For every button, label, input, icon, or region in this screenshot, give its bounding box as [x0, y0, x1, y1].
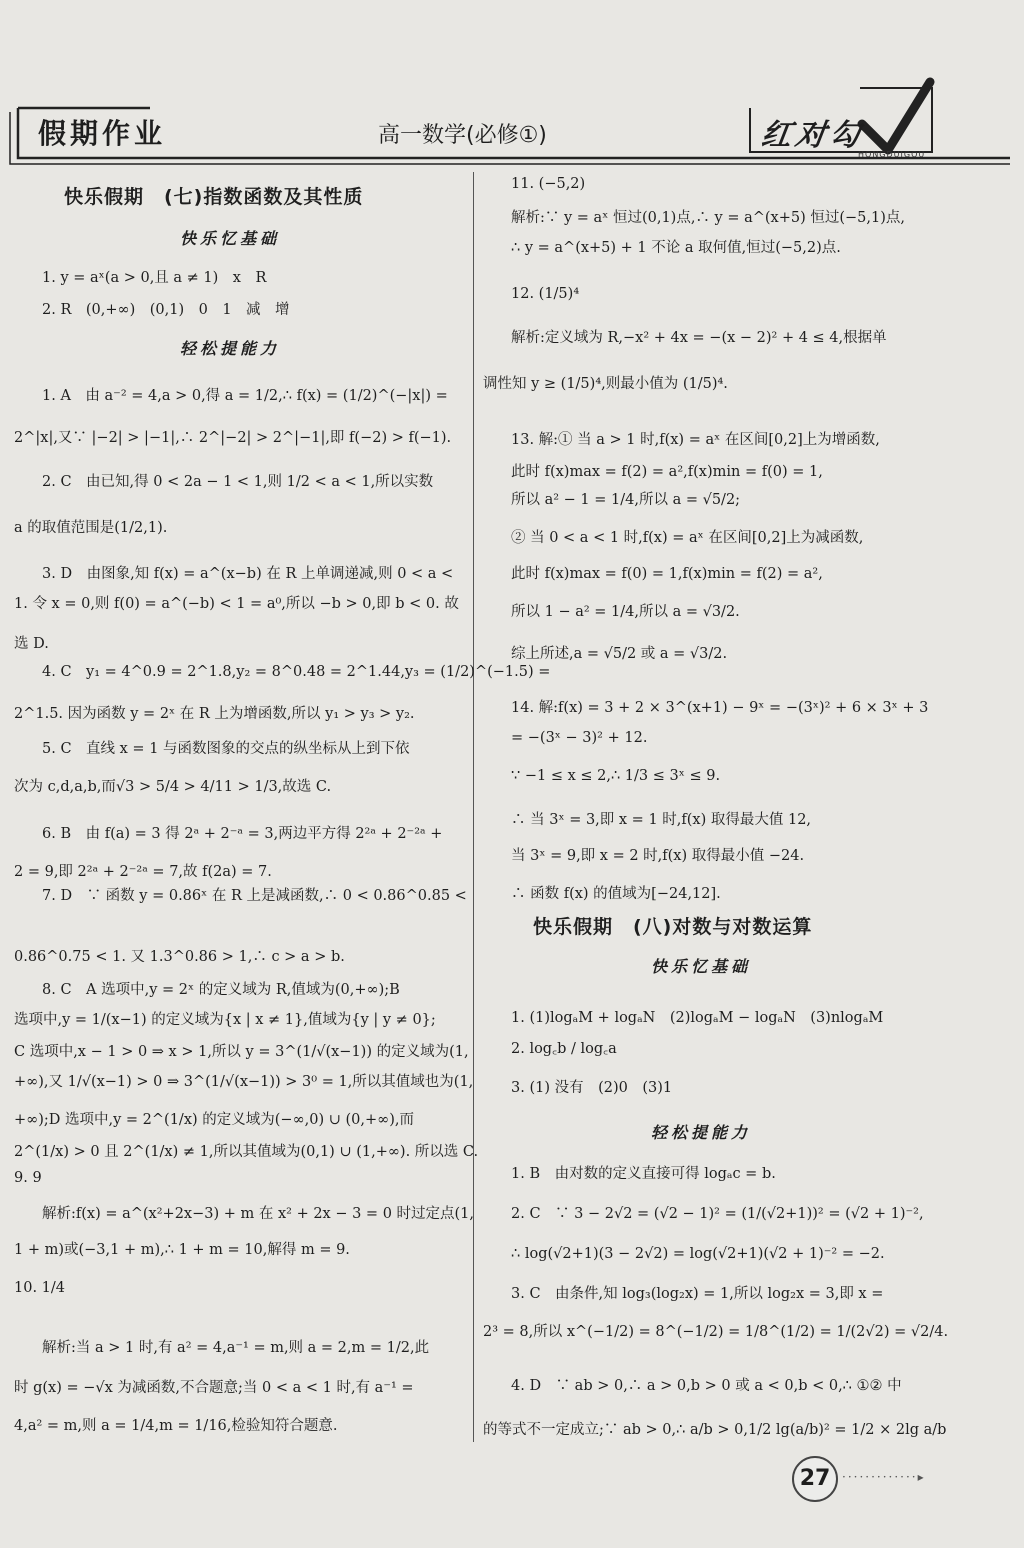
- left-text-line: 6. B 由 f(a) = 3 得 2ᵃ + 2⁻ᵃ = 3,两边平方得 2²ᵃ + 2⁻²ᵃ +: [42, 826, 443, 842]
- left-text-line: C 选项中,x − 1 > 0 ⇒ x > 1,所以 y = 3^(1/√(x−1)) 的定义域为(1,: [14, 1044, 469, 1060]
- left-text-line: 2. C 由已知,得 0 < 2a − 1 < 1,则 1/2 < a < 1,所以实数: [42, 474, 434, 490]
- header-subject: 高一数学(必修①): [378, 123, 547, 148]
- right-text-line: 所以 a² − 1 = 1/4,所以 a = √5/2;: [511, 492, 741, 508]
- right-text-line: 当 3ˣ = 9,即 x = 2 时,f(x) 取得最小值 −24.: [511, 848, 805, 864]
- right-text-line: 4. D ∵ ab > 0,∴ a > 0,b > 0 或 a < 0,b < 0,∴ ①② 中: [511, 1378, 902, 1394]
- left-text-line: 时 g(x) = −√x 为减函数,不合题意;当 0 < a < 1 时,有 a⁻¹ =: [14, 1380, 414, 1396]
- left-text-line: 10. 1/4: [14, 1280, 66, 1296]
- checkmark-icon: [862, 82, 930, 150]
- left-text-line: 选 D.: [14, 636, 49, 652]
- right-text-line: 此时 f(x)max = f(0) = 1,f(x)min = f(2) = a²,: [511, 566, 823, 582]
- left-text-line: 5. C 直线 x = 1 与函数图象的交点的纵坐标从上到下依: [42, 741, 410, 757]
- left-text-line: 2. R (0,+∞) (0,1) 0 1 减 增: [42, 302, 290, 318]
- right-text-line: 1. B 由对数的定义直接可得 logₐc = b.: [511, 1166, 776, 1182]
- right-text-line: ∵ −1 ≤ x ≤ 2,∴ 1/3 ≤ 3ˣ ≤ 9.: [511, 768, 721, 784]
- left-text-line: 次为 c,d,a,b,而√3 > 5/4 > 4/11 > 1/3,故选 C.: [14, 779, 332, 795]
- right-text-line: 此时 f(x)max = f(2) = a²,f(x)min = f(0) = 1,: [511, 464, 823, 480]
- left-text-line: 0.86^0.75 < 1. 又 1.3^0.86 > 1,∴ c > a > b.: [14, 949, 345, 965]
- page-header: [0, 0, 1024, 175]
- right-text-line: 的等式不一定成立;∵ ab > 0,∴ a/b > 0,1/2 lg(a/b)² = 1/2 × 2lg a/b: [483, 1422, 947, 1438]
- right-text-line: 2. C ∵ 3 − 2√2 = (√2 − 1)² = (1/(√2+1))² = (√2 + 1)⁻²,: [511, 1206, 924, 1222]
- right-text-line: 所以 1 − a² = 1/4,所以 a = √3/2.: [511, 604, 740, 620]
- right-subsection-title: 轻松提能力: [651, 1123, 752, 1142]
- left-text-line: 8. C A 选项中,y = 2ˣ 的定义域为 R,值域为(0,+∞);B: [42, 982, 400, 998]
- left-text-line: 解析:f(x) = a^(x²+2x−3) + m 在 x² + 2x − 3 = 0 时过定点(1,: [42, 1206, 475, 1222]
- right-text-line: 1. (1)logₐM + logₐN (2)logₐM − logₐN (3)nlogₐM: [511, 1010, 884, 1026]
- left-text-line: a 的取值范围是(1/2,1).: [14, 520, 168, 536]
- left-text-line: 1. y = aˣ(a > 0,且 a ≠ 1) x R: [42, 270, 267, 286]
- right-subsection-title: 快乐忆基础: [651, 957, 752, 976]
- right-text-line: ∴ log(√2+1)(3 − 2√2) = log(√2+1)(√2 + 1)⁻² = −2.: [511, 1246, 885, 1262]
- right-text-line: 3. C 由条件,知 log₃(log₂x) = 1,所以 log₂x = 3,即 x =: [511, 1286, 884, 1302]
- right-text-line: 2³ = 8,所以 x^(−1/2) = 8^(−1/2) = 1/8^(1/2) = 1/(2√2) = √2/4.: [483, 1324, 949, 1340]
- right-text-line: 3. (1) 没有 (2)0 (3)1: [511, 1080, 673, 1096]
- left-subsection-title: 轻松提能力: [180, 339, 281, 358]
- page-arrow-icon: ·············▸: [842, 1470, 926, 1484]
- right-text-line: 13. 解:① 当 a > 1 时,f(x) = aˣ 在区间[0,2]上为增函数,: [511, 432, 880, 448]
- left-text-line: 9. 9: [14, 1170, 42, 1186]
- right-text-line: ∴ y = a^(x+5) + 1 不论 a 取何值,恒过(−5,2)点.: [511, 240, 841, 256]
- right-text-line: 综上所述,a = √5/2 或 a = √3/2.: [511, 646, 728, 662]
- right-section-title: 快乐假期 (八)对数与对数运算: [533, 916, 813, 938]
- header-title: 假期作业: [38, 117, 167, 150]
- left-subsection-title: 快乐忆基础: [180, 229, 281, 248]
- right-text-line: = −(3ˣ − 3)² + 12.: [511, 730, 648, 746]
- left-text-line: 3. D 由图象,知 f(x) = a^(x−b) 在 R 上单调递减,则 0 < a <: [42, 566, 454, 582]
- left-text-line: 2^1.5. 因为函数 y = 2ˣ 在 R 上为增函数,所以 y₁ > y₃ > y₂.: [14, 706, 415, 722]
- right-text-line: ∴ 当 3ˣ = 3,即 x = 1 时,f(x) 取得最大值 12,: [511, 812, 812, 828]
- left-text-line: 2^(1/x) > 0 且 2^(1/x) ≠ 1,所以其值域为(0,1) ∪ (1,+∞). 所以选 C.: [14, 1144, 479, 1160]
- left-text-line: 7. D ∵ 函数 y = 0.86ˣ 在 R 上是减函数,∴ 0 < 0.86^0.85 <: [42, 888, 467, 904]
- left-section-title: 快乐假期 (七)指数函数及其性质: [64, 186, 364, 208]
- left-text-line: 4. C y₁ = 4^0.9 = 2^1.8,y₂ = 8^0.48 = 2^1.44,y₃ = (1/2)^(−1.5) =: [42, 664, 551, 680]
- left-text-line: 1. 令 x = 0,则 f(0) = a^(−b) < 1 = a⁰,所以 −b > 0,即 b < 0. 故: [14, 596, 459, 612]
- left-text-line: 2^|x|,又∵ |−2| > |−1|,∴ 2^|−2| > 2^|−1|,即 f(−2) > f(−1).: [14, 430, 452, 446]
- left-text-line: +∞);D 选项中,y = 2^(1/x) 的定义域为(−∞,0) ∪ (0,+∞),而: [14, 1112, 414, 1128]
- brand-logo-text: 红对勾: [759, 118, 866, 153]
- left-text-line: 4,a² = m,则 a = 1/4,m = 1/16,检验知符合题意.: [14, 1418, 338, 1434]
- page-number: 27: [792, 1456, 838, 1502]
- column-divider: [473, 172, 474, 1442]
- left-text-line: 1. A 由 a⁻² = 4,a > 0,得 a = 1/2,∴ f(x) = (1/2)^(−|x|) =: [42, 388, 448, 404]
- right-text-line: ② 当 0 < a < 1 时,f(x) = aˣ 在区间[0,2]上为减函数,: [511, 530, 864, 546]
- right-text-line: 解析:∵ y = aˣ 恒过(0,1)点,∴ y = a^(x+5) 恒过(−5,1)点,: [511, 210, 906, 226]
- brand-logo-subtext: HONGDUIGOU: [858, 150, 926, 159]
- right-text-line: 解析:定义域为 R,−x² + 4x = −(x − 2)² + 4 ≤ 4,根据单: [511, 330, 887, 346]
- left-text-line: 选项中,y = 1/(x−1) 的定义域为{x | x ≠ 1},值域为{y | y ≠ 0};: [14, 1012, 436, 1028]
- right-text-line: 14. 解:f(x) = 3 + 2 × 3^(x+1) − 9ˣ = −(3ˣ)² + 6 × 3ˣ + 3: [511, 700, 929, 716]
- right-text-line: 调性知 y ≥ (1/5)⁴,则最小值为 (1/5)⁴.: [483, 376, 728, 392]
- left-text-line: +∞),又 1/√(x−1) > 0 ⇒ 3^(1/√(x−1)) > 3⁰ = 1,所以其值域也为(1,: [14, 1074, 474, 1090]
- right-text-line: 11. (−5,2): [511, 176, 586, 192]
- right-text-line: 12. (1/5)⁴: [511, 286, 580, 302]
- left-text-line: 解析:当 a > 1 时,有 a² = 4,a⁻¹ = m,则 a = 2,m = 1/2,此: [42, 1340, 430, 1356]
- left-text-line: 2 = 9,即 2²ᵃ + 2⁻²ᵃ = 7,故 f(2a) = 7.: [14, 864, 272, 880]
- right-text-line: 2. log꜀b / log꜀a: [511, 1041, 617, 1057]
- right-text-line: ∴ 函数 f(x) 的值域为[−24,12].: [511, 886, 721, 902]
- left-text-line: 1 + m)或(−3,1 + m),∴ 1 + m = 10,解得 m = 9.: [14, 1242, 350, 1258]
